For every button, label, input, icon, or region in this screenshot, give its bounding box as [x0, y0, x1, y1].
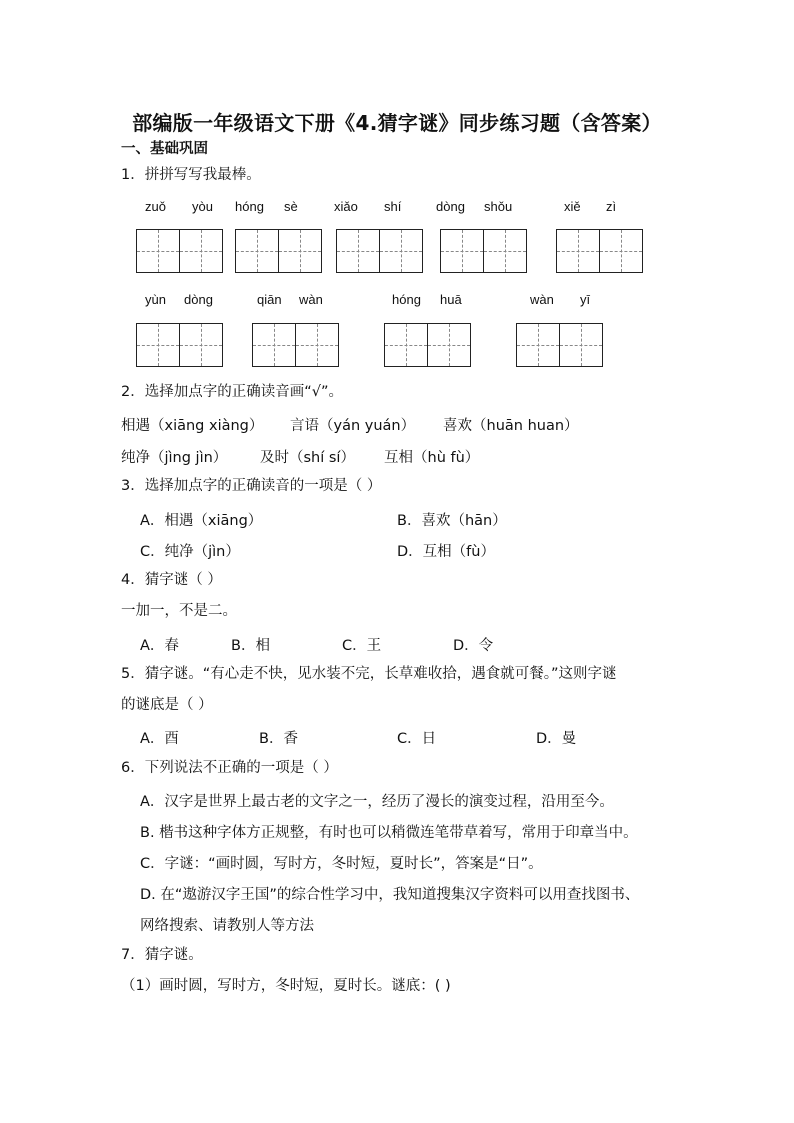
pinyin: wàn — [530, 292, 554, 307]
page-title: 部编版一年级语文下册《4.猜字谜》同步练习题（含答案） — [132, 111, 662, 135]
option-a[interactable]: A．相遇（xiāng） — [140, 513, 263, 529]
reading-choice[interactable]: 喜欢（huān huan） — [443, 418, 579, 434]
option-d[interactable]: D．令 — [453, 638, 494, 654]
pinyin: xiě — [564, 199, 581, 214]
writing-grid[interactable] — [136, 323, 223, 367]
question-1: 1．拼拼写写我最棒。 — [121, 167, 261, 183]
reading-choice[interactable]: 纯净（jìng jìn） — [121, 450, 228, 466]
pinyin: yùn — [145, 292, 166, 307]
option-b[interactable]: B. 楷书这种字体方正规整，有时也可以稍微连笔带草着写，常用于印章当中。 — [140, 825, 638, 841]
pinyin: yī — [580, 292, 591, 307]
option-a[interactable]: A．酉 — [140, 731, 179, 747]
option-d[interactable]: D. 在“遨游汉字王国”的综合性学习中，我知道搜集汉字资料可以用查找图书、 — [140, 887, 640, 903]
option-c[interactable]: C．纯净（jìn） — [140, 544, 240, 560]
riddle-text: 一加一，不是二。 — [121, 603, 237, 619]
option-c[interactable]: C．王 — [342, 638, 382, 654]
question-2: 2．选择加点字的正确读音画“√”。 — [121, 384, 343, 400]
writing-grid[interactable] — [384, 323, 471, 367]
question-5-cont: 的谜底是（ ） — [121, 697, 213, 713]
question-7: 7．猜字谜。 — [121, 947, 203, 963]
pinyin: huā — [440, 292, 462, 307]
writing-grid[interactable] — [516, 323, 603, 367]
pinyin: hóng — [235, 199, 264, 214]
option-b[interactable]: B．相 — [231, 638, 270, 654]
pinyin: dòng — [184, 292, 213, 307]
writing-grid[interactable] — [556, 229, 643, 273]
writing-grid[interactable] — [336, 229, 423, 273]
option-c[interactable]: C．日 — [397, 731, 437, 747]
writing-grid[interactable] — [252, 323, 339, 367]
pinyin: sè — [284, 199, 298, 214]
question-3: 3．选择加点字的正确读音的一项是（ ） — [121, 478, 382, 494]
option-b[interactable]: B．喜欢（hān） — [397, 513, 507, 529]
option-d[interactable]: D．曼 — [536, 731, 577, 747]
writing-grid[interactable] — [235, 229, 322, 273]
question-6: 6．下列说法不正确的一项是（ ） — [121, 760, 338, 776]
question-7-sub-1: （1）画时圆，写时方，冬时短，夏时长。谜底：( ) — [121, 978, 451, 994]
writing-grid[interactable] — [440, 229, 527, 273]
pinyin: qiān — [257, 292, 282, 307]
pinyin: hóng — [392, 292, 421, 307]
pinyin: shǒu — [484, 199, 513, 214]
section-heading: 一、基础巩固 — [121, 141, 208, 157]
reading-choice[interactable]: 互相（hù fù） — [384, 450, 480, 466]
option-c[interactable]: C．字谜：“画时圆，写时方，冬时短，夏时长”，答案是“日”。 — [140, 856, 543, 872]
option-a[interactable]: A．汉字是世界上最古老的文字之一，经历了漫长的演变过程，沿用至今。 — [140, 794, 614, 810]
writing-grid[interactable] — [136, 229, 223, 273]
pinyin: dòng — [436, 199, 465, 214]
option-a[interactable]: A．春 — [140, 638, 179, 654]
question-5: 5．猜字谜。“有心走不快，见水装不完，长草难收拾，遇食就可餐。”这则字谜 — [121, 666, 617, 682]
pinyin: zuǒ — [145, 199, 166, 214]
pinyin: wàn — [299, 292, 323, 307]
pinyin: xiǎo — [334, 199, 358, 214]
pinyin: yòu — [192, 199, 213, 214]
option-d-cont: 网络搜索、请教别人等方法 — [140, 918, 314, 934]
question-4: 4．猜字谜（ ） — [121, 572, 222, 588]
option-b[interactable]: B．香 — [259, 731, 298, 747]
reading-choice[interactable]: 及时（shí sí） — [260, 450, 355, 466]
reading-choice[interactable]: 相遇（xiāng xiàng） — [121, 418, 264, 434]
pinyin: zì — [606, 199, 617, 214]
pinyin: shí — [384, 199, 402, 214]
option-d[interactable]: D．互相（fù） — [397, 544, 495, 560]
reading-choice[interactable]: 言语（yán yuán） — [290, 418, 416, 434]
